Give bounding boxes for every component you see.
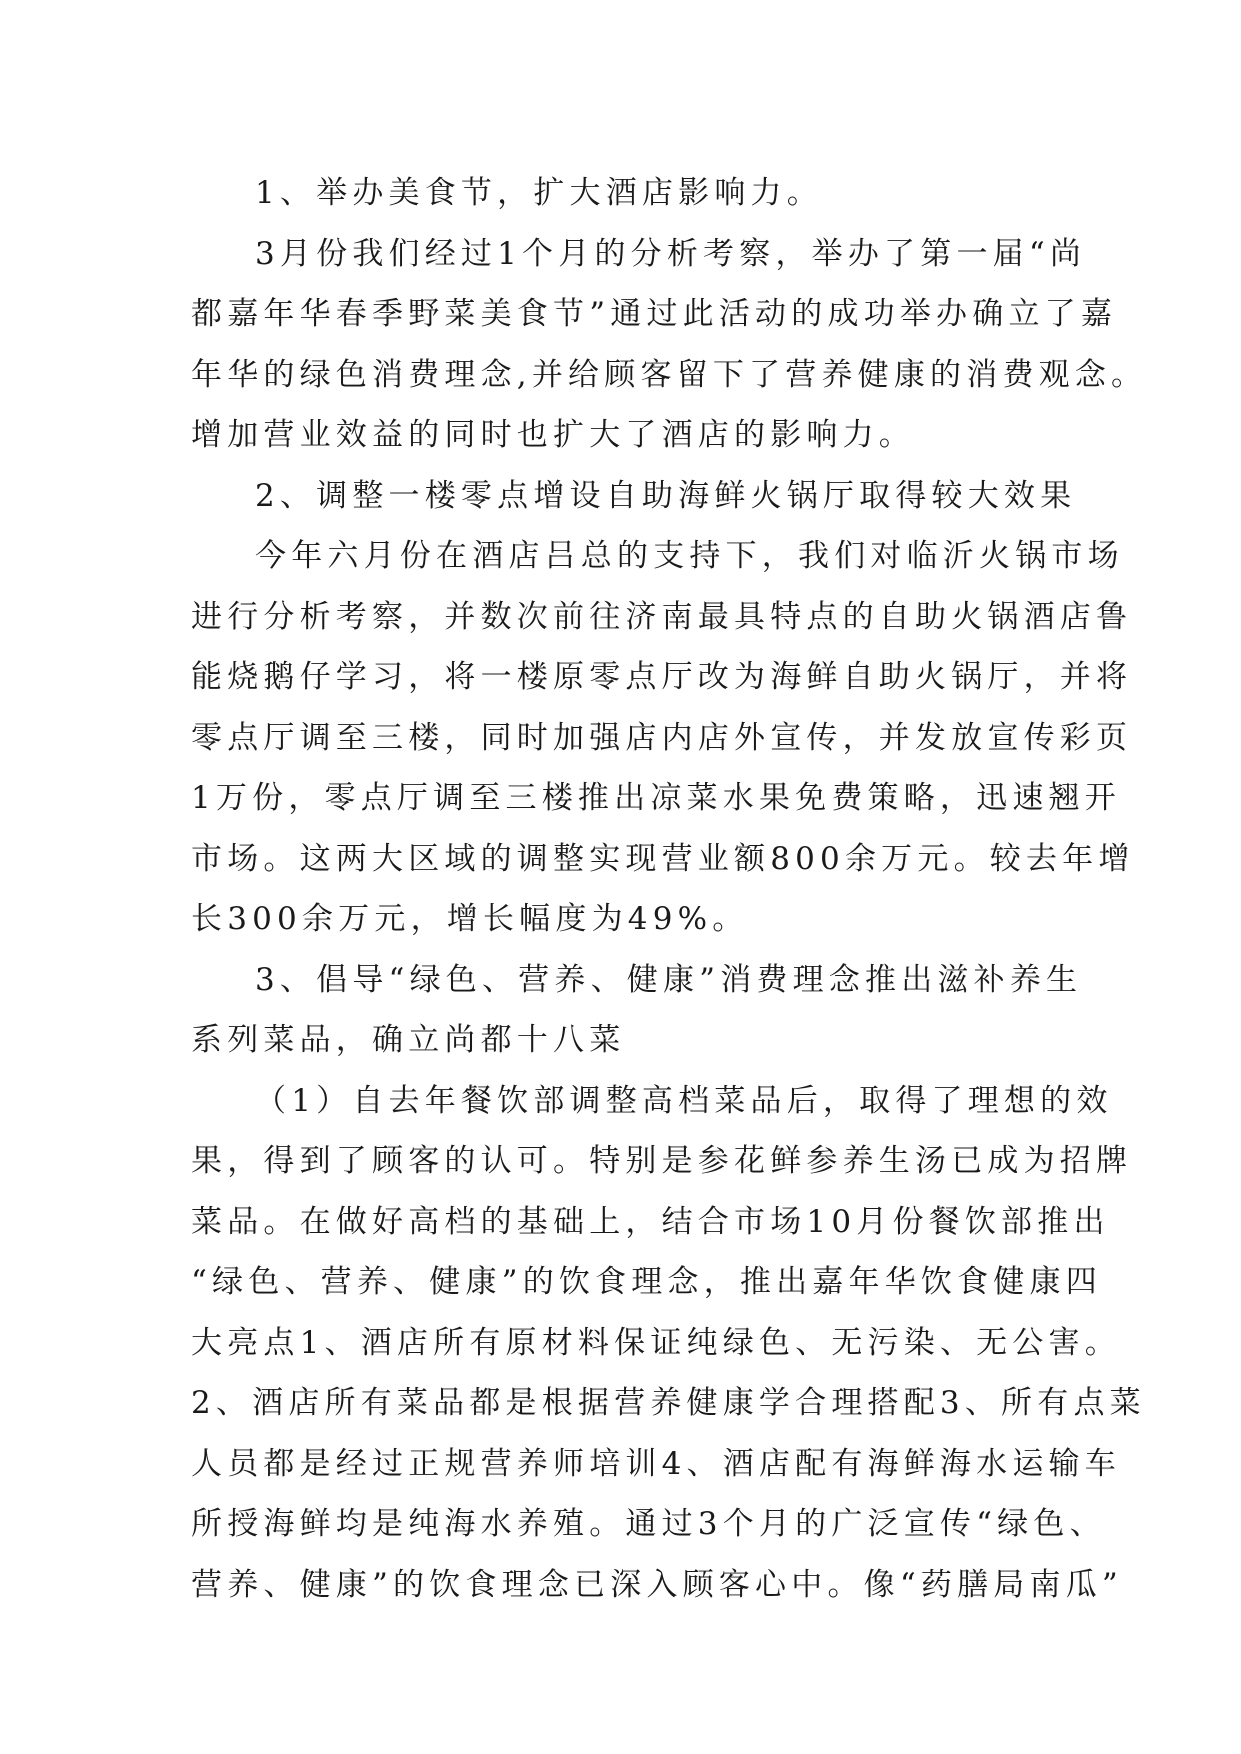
paragraph-line: 2、调整一楼零点增设自助海鲜火锅厅取得较大效果 — [255, 477, 1077, 514]
paragraph-line: 长300余万元，增长幅度为49%。 — [191, 901, 749, 937]
paragraph-line: 1、举办美食节，扩大酒店影响力。 — [255, 175, 823, 211]
paragraph-line: “绿色、营养、健康”的饮食理念，推出嘉年华饮食健康四 — [191, 1264, 1102, 1300]
document-body — [191, 163, 1148, 1615]
paragraph-line: 增加营业效益的同时也扩大了酒店的影响力。 — [191, 417, 915, 453]
paragraph-line: 所授海鲜均是纯海水养殖。通过3个月的广泛宣传“绿色、 — [191, 1506, 1106, 1542]
paragraph-line: 系列菜品，确立尚都十八菜 — [191, 1022, 626, 1058]
paragraph-line: 市场。这两大区域的调整实现营业额800余万元。较去年增 — [191, 840, 1135, 877]
paragraph-line: 营养、健康”的饮食理念已深入顾客心中。像“药膳局南瓜” — [191, 1566, 1123, 1603]
paragraph-line: 大亮点1、酒店所有原材料保证纯绿色、无污染、无公害。 — [191, 1324, 1121, 1361]
paragraph-line: 3、倡导“绿色、营养、健康”消费理念推出滋补养生 — [255, 961, 1083, 998]
paragraph-line: （1）自去年餐饮部调整高档菜品后，取得了理想的效 — [255, 1082, 1113, 1119]
paragraph-line: 1万份，零点厅调至三楼推出凉菜水果免费策略，迅速翘开 — [191, 780, 1121, 816]
paragraph-line: 零点厅调至三楼，同时加强店内店外宣传，并发放宣传彩页 — [191, 719, 1133, 756]
paragraph-line: 3月份我们经过1个月的分析考察，举办了第一届“尚 — [255, 235, 1087, 272]
paragraph-line: 今年六月份在酒店吕总的支持下，我们对临沂火锅市场 — [255, 538, 1124, 574]
paragraph-line: 人员都是经过正规营养师培训4、酒店配有海鲜海水运输车 — [191, 1445, 1121, 1482]
paragraph-line: 2、酒店所有菜品都是根据营养健康学合理搭配3、所有点菜 — [191, 1385, 1146, 1421]
paragraph-line: 能烧鹅仔学习，将一楼原零点厅改为海鲜自助火锅厅，并将 — [191, 659, 1133, 695]
paragraph-line: 进行分析考察，并数次前往济南最具特点的自助火锅酒店鲁 — [191, 598, 1133, 635]
paragraph-line: 都嘉年华春季野菜美食节”通过此活动的成功举办确立了嘉 — [191, 296, 1118, 332]
paragraph-line: 果，得到了顾客的认可。特别是参花鲜参养生汤已成为招牌 — [191, 1143, 1133, 1179]
paragraph-line: 年华的绿色消费理念,并给顾客留下了营养健康的消费观念。 — [191, 356, 1148, 393]
paragraph-line: 菜品。在做好高档的基础上，结合市场10月份餐饮部推出 — [191, 1203, 1110, 1240]
